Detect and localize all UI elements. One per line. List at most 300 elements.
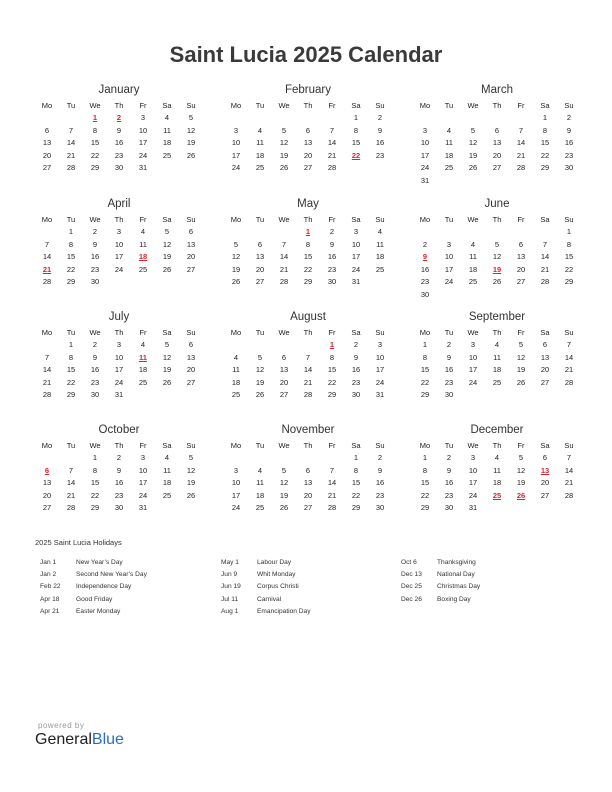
empty-cell xyxy=(272,339,296,352)
calendar-day: 13 xyxy=(186,352,196,362)
weekday-header: Su xyxy=(375,441,385,450)
holiday-row xyxy=(40,606,210,618)
weekday-header: Sa xyxy=(162,101,172,110)
calendar-day: 6 xyxy=(188,227,194,236)
calendar-day: 7 xyxy=(68,125,74,135)
empty-cell xyxy=(248,112,272,125)
holiday-name: Carnival xyxy=(257,595,282,603)
calendar-day: 18 xyxy=(138,365,148,374)
calendar-day: 24 xyxy=(231,503,241,512)
calendar-day: 22 xyxy=(420,490,430,500)
calendar-day: 16 xyxy=(420,264,430,274)
calendar-day: 20 xyxy=(303,150,313,160)
calendar-day: 31 xyxy=(138,163,148,172)
weekday-header: Sa xyxy=(540,441,550,450)
calendar-day: 6 xyxy=(542,453,548,462)
calendar-day: 29 xyxy=(351,503,361,512)
calendar-day: 17 xyxy=(114,365,124,374)
weekday-header: Sa xyxy=(162,328,172,337)
holiday-name: Second New Year’s Day xyxy=(76,571,147,579)
month-grid xyxy=(413,439,581,515)
weekday-header: Th xyxy=(114,101,124,110)
calendar-day: 17 xyxy=(231,490,241,500)
weekday-header: We xyxy=(278,215,290,224)
month-april xyxy=(35,197,203,289)
month-name: August xyxy=(290,311,326,323)
holiday-date: 13 xyxy=(540,465,550,475)
calendar-day: 6 xyxy=(518,239,524,249)
empty-cell xyxy=(413,112,437,125)
calendar-day: 5 xyxy=(470,125,476,135)
calendar-day: 30 xyxy=(351,390,361,399)
month-september xyxy=(413,310,581,402)
weekday-header: Fr xyxy=(328,215,336,224)
holiday-date-label: Feb 22 xyxy=(40,583,61,591)
calendar-day: 28 xyxy=(303,390,313,399)
calendar-day: 15 xyxy=(564,252,574,261)
calendar-day: 12 xyxy=(516,465,526,475)
calendar-day: 27 xyxy=(516,277,526,286)
calendar-day: 9 xyxy=(377,125,383,135)
holiday-name: Corpus Christi xyxy=(257,583,299,591)
calendar-day: 27 xyxy=(279,390,289,399)
calendar-day: 23 xyxy=(90,377,100,387)
weekday-header: Fr xyxy=(139,101,147,110)
calendar-day: 18 xyxy=(231,377,241,387)
month-december xyxy=(413,423,581,515)
calendar-day: 31 xyxy=(114,390,124,399)
holiday-name: Emancipation Day xyxy=(257,607,311,615)
calendar-day: 6 xyxy=(494,125,500,135)
empty-cell xyxy=(509,112,533,125)
holiday-row xyxy=(401,569,571,581)
calendar-day: 1 xyxy=(92,453,98,462)
calendar-day: 21 xyxy=(516,150,526,160)
calendar-day: 9 xyxy=(377,465,383,475)
calendar-day: 4 xyxy=(494,453,500,462)
calendar-day: 8 xyxy=(68,239,74,249)
weekday-header: Fr xyxy=(328,328,336,337)
calendar-day: 13 xyxy=(303,138,313,147)
calendar-day: 26 xyxy=(492,277,502,286)
weekday-header: We xyxy=(89,101,101,110)
month-grid xyxy=(224,99,392,175)
calendar-day: 11 xyxy=(469,252,477,261)
calendar-day: 8 xyxy=(68,352,74,362)
calendar-day: 10 xyxy=(138,125,148,135)
calendar-day: 4 xyxy=(140,340,146,349)
month-name: January xyxy=(98,84,140,96)
calendar-day: 14 xyxy=(42,365,52,374)
weekday-header: Mo xyxy=(419,328,431,337)
calendar-day: 20 xyxy=(42,490,52,500)
calendar-day: 16 xyxy=(114,138,124,147)
month-grid xyxy=(35,326,203,402)
holiday-name: National Day xyxy=(437,571,475,579)
calendar-day: 28 xyxy=(327,163,337,172)
calendar-day: 24 xyxy=(138,490,148,500)
calendar-day: 3 xyxy=(422,125,428,135)
month-june xyxy=(413,197,581,301)
calendar-day: 23 xyxy=(420,277,430,286)
calendar-day: 13 xyxy=(540,352,550,362)
weekday-header: Su xyxy=(186,215,196,224)
holiday-date-label: Apr 18 xyxy=(40,595,60,603)
calendar-day: 22 xyxy=(564,264,574,274)
holiday-name: Christmas Day xyxy=(437,583,481,591)
calendar-day: 24 xyxy=(468,490,478,500)
calendar-day: 25 xyxy=(162,150,172,160)
calendar-day: 27 xyxy=(186,377,196,387)
calendar-day: 20 xyxy=(540,478,550,487)
calendar-day: 4 xyxy=(470,239,476,249)
calendar-day: 12 xyxy=(255,365,265,374)
weekday-header: Mo xyxy=(419,441,431,450)
calendar-day: 24 xyxy=(114,377,124,387)
weekday-header: We xyxy=(278,328,290,337)
calendar-day: 22 xyxy=(540,150,550,160)
powered-by-text: powered by xyxy=(38,721,85,730)
calendar-day: 25 xyxy=(492,377,502,387)
empty-cell xyxy=(35,226,59,239)
calendar-day: 3 xyxy=(233,465,239,475)
weekday-header: Th xyxy=(303,215,313,224)
calendar-day: 6 xyxy=(257,239,263,249)
calendar-day: 19 xyxy=(516,478,526,487)
calendar-day: 12 xyxy=(279,478,289,487)
calendar-day: 16 xyxy=(444,478,454,487)
calendar-day: 24 xyxy=(420,163,430,172)
calendar-day: 13 xyxy=(186,239,196,249)
calendar-day: 23 xyxy=(375,150,385,160)
brand-part-general: General xyxy=(35,731,92,748)
calendar-day: 14 xyxy=(66,478,76,487)
calendar-day: 24 xyxy=(231,163,241,172)
calendar-day: 4 xyxy=(164,113,170,122)
holiday-row xyxy=(221,606,391,618)
empty-cell xyxy=(224,452,248,465)
month-grid xyxy=(413,213,581,301)
empty-cell xyxy=(248,226,272,239)
calendar-day: 10 xyxy=(375,352,385,362)
weekday-header: We xyxy=(278,101,290,110)
calendar-day: 7 xyxy=(44,352,50,362)
calendar-day: 7 xyxy=(518,125,524,135)
weekday-header: Mo xyxy=(419,101,431,110)
weekday-header: Sa xyxy=(540,328,550,337)
calendar-day: 6 xyxy=(44,125,50,135)
calendar-day: 30 xyxy=(90,277,100,286)
calendar-day: 7 xyxy=(566,453,572,462)
empty-cell xyxy=(35,339,59,352)
calendar-day: 20 xyxy=(279,377,289,387)
calendar-day: 1 xyxy=(68,227,74,236)
holiday-date: 1 xyxy=(92,113,98,122)
calendar-day: 26 xyxy=(516,377,526,387)
calendar-day: 13 xyxy=(42,478,52,487)
calendar-day: 27 xyxy=(303,163,313,172)
empty-cell xyxy=(296,452,320,465)
calendar-day: 2 xyxy=(92,227,98,236)
calendar-day: 23 xyxy=(444,377,454,387)
weekday-header: Th xyxy=(492,328,502,337)
weekday-header: Sa xyxy=(540,101,550,110)
calendar-day: 8 xyxy=(305,239,311,249)
calendar-day: 4 xyxy=(257,465,263,475)
calendar-day: 10 xyxy=(468,465,478,475)
calendar-day: 24 xyxy=(351,264,361,274)
calendar-day: 3 xyxy=(116,340,122,349)
calendar-day: 16 xyxy=(90,365,100,374)
calendar-day: 3 xyxy=(446,239,452,249)
calendar-day: 29 xyxy=(327,390,337,399)
calendar-day: 28 xyxy=(66,503,76,512)
calendar-day: 9 xyxy=(92,352,98,362)
month-grid xyxy=(224,213,392,289)
calendar-day: 23 xyxy=(564,150,574,160)
weekday-header: Su xyxy=(564,328,574,337)
calendar-day: 2 xyxy=(329,227,335,236)
calendar-day: 10 xyxy=(138,465,148,475)
calendar-day: 27 xyxy=(540,490,550,500)
holiday-date-label: Jan 2 xyxy=(40,571,57,579)
calendar-day: 15 xyxy=(351,138,361,147)
calendar-day: 11 xyxy=(445,138,453,147)
calendar-day: 4 xyxy=(377,227,383,236)
calendar-day: 25 xyxy=(138,264,148,274)
calendar-day: 11 xyxy=(376,239,384,249)
holiday-name: New Year’s Day xyxy=(76,559,123,566)
calendar-day: 26 xyxy=(186,150,196,160)
month-name: September xyxy=(468,311,526,323)
calendar-day: 27 xyxy=(255,277,265,286)
calendar-day: 3 xyxy=(140,453,146,462)
page-title: Saint Lucia 2025 Calendar xyxy=(169,42,443,67)
calendar-day: 23 xyxy=(327,264,337,274)
calendar-day: 21 xyxy=(327,490,337,500)
empty-cell xyxy=(248,339,272,352)
weekday-header: Th xyxy=(303,441,313,450)
weekday-header: Fr xyxy=(139,441,147,450)
calendar-day: 5 xyxy=(281,125,287,135)
calendar-day: 25 xyxy=(375,264,385,274)
calendar-day: 16 xyxy=(375,478,385,487)
calendar-day: 30 xyxy=(420,289,430,299)
month-january xyxy=(35,83,203,175)
calendar-day: 30 xyxy=(564,163,574,172)
month-name: February xyxy=(284,84,332,96)
calendar-day: 18 xyxy=(255,490,265,500)
calendar-day: 30 xyxy=(375,503,385,512)
calendar-day: 16 xyxy=(90,252,100,261)
calendar-day: 3 xyxy=(140,113,146,122)
calendar-day: 31 xyxy=(351,277,361,286)
calendar-day: 5 xyxy=(494,239,500,249)
holiday-date: 19 xyxy=(492,264,502,274)
calendar-day: 24 xyxy=(375,377,385,387)
holiday-date: 6 xyxy=(44,465,50,475)
calendar-day: 28 xyxy=(327,503,337,512)
weekday-header: Mo xyxy=(41,441,53,450)
calendar-day: 13 xyxy=(516,252,526,261)
calendar-day: 22 xyxy=(303,264,313,274)
calendar-day: 19 xyxy=(162,252,172,261)
calendar-day: 9 xyxy=(566,125,572,135)
calendar-day: 23 xyxy=(114,490,124,500)
weekday-header: Su xyxy=(375,215,385,224)
calendar-day: 17 xyxy=(468,365,478,374)
weekday-header: We xyxy=(467,101,479,110)
calendar-day: 19 xyxy=(468,150,478,160)
calendar-day: 2 xyxy=(446,453,452,462)
calendar-day: 20 xyxy=(516,264,526,274)
calendar-day: 28 xyxy=(564,490,574,500)
calendar-day: 25 xyxy=(138,377,148,387)
calendar-day: 6 xyxy=(542,340,548,349)
calendar-day: 13 xyxy=(303,478,313,487)
calendar-day: 20 xyxy=(540,365,550,374)
empty-cell xyxy=(248,452,272,465)
calendar-day: 20 xyxy=(492,150,502,160)
calendar-day: 8 xyxy=(329,352,335,362)
calendar-day: 5 xyxy=(188,113,194,122)
holiday-row xyxy=(40,581,210,593)
calendar-day: 14 xyxy=(303,365,313,374)
holiday-row xyxy=(40,569,210,581)
holiday-date: 1 xyxy=(305,227,311,236)
calendar-day: 11 xyxy=(163,465,171,475)
calendar-day: 17 xyxy=(138,138,148,147)
calendar-day: 8 xyxy=(542,125,548,135)
calendar-day: 18 xyxy=(444,150,454,160)
weekday-header: Th xyxy=(303,328,313,337)
weekday-header: Tu xyxy=(255,441,265,450)
weekday-header: Tu xyxy=(444,441,454,450)
weekday-header: Su xyxy=(186,441,196,450)
calendar-day: 9 xyxy=(92,239,98,249)
calendar-day: 5 xyxy=(164,340,170,349)
calendar-day: 29 xyxy=(90,163,100,172)
calendar-day: 15 xyxy=(420,478,430,487)
empty-cell xyxy=(272,112,296,125)
calendar-day: 30 xyxy=(444,503,454,512)
weekday-header: We xyxy=(467,441,479,450)
weekday-header: Sa xyxy=(162,441,172,450)
holiday-date-label: Jun 19 xyxy=(221,583,241,591)
weekday-header: Mo xyxy=(230,328,242,337)
calendar-day: 21 xyxy=(564,478,574,487)
empty-cell xyxy=(485,226,509,239)
holiday-date-label: Jul 11 xyxy=(221,595,239,603)
calendar-day: 4 xyxy=(164,453,170,462)
calendar-day: 10 xyxy=(468,352,478,362)
weekday-header: Th xyxy=(114,215,124,224)
calendar-day: 21 xyxy=(66,490,76,500)
calendar-day: 26 xyxy=(231,277,241,286)
calendar-day: 22 xyxy=(420,377,430,387)
calendar-day: 18 xyxy=(255,150,265,160)
weekday-header: Mo xyxy=(41,215,53,224)
weekday-header: Su xyxy=(186,101,196,110)
calendar-day: 30 xyxy=(114,163,124,172)
holiday-row xyxy=(221,594,391,606)
holiday-date-label: Aug 1 xyxy=(221,607,239,615)
weekday-header: Su xyxy=(375,101,385,110)
weekday-header: Th xyxy=(492,441,502,450)
holiday-date-label: Jun 9 xyxy=(221,571,238,579)
holiday-row xyxy=(401,594,571,606)
month-grid xyxy=(224,439,392,515)
month-grid xyxy=(35,99,203,175)
calendar-day: 30 xyxy=(90,390,100,399)
holiday-date: 11 xyxy=(139,352,147,362)
calendar-day: 17 xyxy=(231,150,241,160)
calendar-day: 24 xyxy=(468,377,478,387)
calendar-day: 3 xyxy=(470,453,476,462)
calendar-day: 17 xyxy=(444,264,454,274)
brand-part-blue: Blue xyxy=(91,731,124,748)
calendar-day: 16 xyxy=(444,365,454,374)
month-october xyxy=(35,423,203,515)
calendar-day: 13 xyxy=(492,138,502,147)
generalblue-logo[interactable] xyxy=(35,731,124,749)
calendar-day: 28 xyxy=(42,390,52,399)
weekday-header: Mo xyxy=(230,101,242,110)
weekday-header: Th xyxy=(492,101,502,110)
calendar-day: 7 xyxy=(329,465,335,475)
calendar-day: 9 xyxy=(116,125,122,135)
month-grid xyxy=(35,439,203,515)
holiday-date: 2 xyxy=(116,113,122,122)
weekday-header: Fr xyxy=(517,215,525,224)
calendar-day: 14 xyxy=(327,478,337,487)
calendar-day: 26 xyxy=(162,377,172,387)
empty-cell xyxy=(224,112,248,125)
calendar-day: 28 xyxy=(279,277,289,286)
holidays-title: 2025 Saint Lucia Holidays xyxy=(35,538,122,547)
calendar-day: 6 xyxy=(305,125,311,135)
holiday-date-label: Oct 6 xyxy=(401,559,417,566)
holiday-date-label: Dec 26 xyxy=(401,595,422,603)
holiday-name: Boxing Day xyxy=(437,595,471,603)
calendar-day: 18 xyxy=(162,138,172,147)
calendar-day: 17 xyxy=(138,478,148,487)
calendar-day: 17 xyxy=(468,478,478,487)
calendar-day: 23 xyxy=(351,377,361,387)
weekday-header: Su xyxy=(564,441,574,450)
calendar-day: 3 xyxy=(470,340,476,349)
calendar-day: 22 xyxy=(66,377,76,387)
calendar-day: 14 xyxy=(540,252,550,261)
calendar-day: 8 xyxy=(353,125,359,135)
calendar-day: 22 xyxy=(327,377,337,387)
weekday-header: Tu xyxy=(255,215,265,224)
month-name: November xyxy=(281,424,335,436)
empty-cell xyxy=(320,112,344,125)
holiday-name: Labour Day xyxy=(257,559,292,566)
calendar-day: 4 xyxy=(140,227,146,236)
month-grid xyxy=(413,326,581,402)
month-name: March xyxy=(481,84,513,96)
weekday-header: Tu xyxy=(444,215,454,224)
weekday-header: Sa xyxy=(351,328,361,337)
calendar-day: 8 xyxy=(92,125,98,135)
calendar-day: 8 xyxy=(566,239,572,249)
month-may xyxy=(224,197,392,289)
calendar-day: 31 xyxy=(420,175,430,185)
calendar-day: 19 xyxy=(162,365,172,374)
calendar-day: 19 xyxy=(186,138,196,147)
